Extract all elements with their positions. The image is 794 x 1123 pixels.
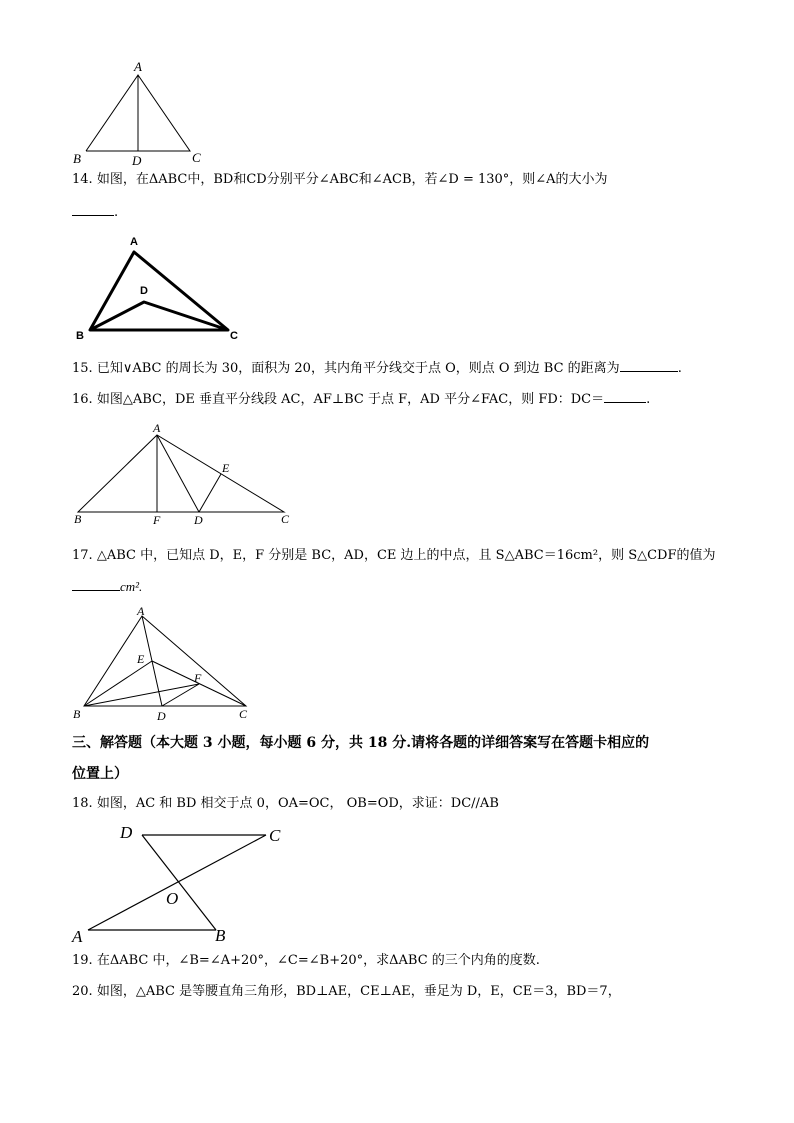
triangle-figure-q16 bbox=[70, 422, 310, 532]
figure-q18 bbox=[66, 818, 306, 948]
label-C: C bbox=[281, 512, 290, 526]
section-heading bbox=[72, 733, 649, 753]
question-text: 如图，在ΔABC中，BD和CD分别平分∠ABC和∠ACB，若∠D = 130°，则∠A的大小为 bbox=[96, 172, 608, 187]
section-heading-cont bbox=[72, 764, 128, 784]
label-F: F bbox=[153, 513, 161, 527]
question-text: △ABC 中，已知点 D，E，F 分别是 BC，AD，CE 边上的中点，且 S△ABC＝16cm²，则 S△CDF的值为 bbox=[96, 548, 716, 563]
answer-blank bbox=[72, 578, 120, 591]
triangle-figure-q14 bbox=[70, 232, 250, 342]
question-text: 在ΔABC 中，∠B=∠A+20°，∠C=∠B+20°，求ΔABC 的三个内角的度数. bbox=[96, 953, 540, 968]
label-D: D bbox=[132, 153, 142, 168]
label-B: B bbox=[73, 151, 81, 166]
question-number: 18. bbox=[72, 796, 93, 811]
section-heading-line1: 三、解答题（本大题 3 小题，每小题 6 分，共 18 分.请将各题的详细答案写在答题卡相应的 bbox=[72, 735, 650, 751]
label-D: D bbox=[194, 513, 203, 527]
answer-blank-line bbox=[72, 578, 142, 597]
question-text: 如图△ABC，DE 垂直平分线段 AC，AF⊥BC 于点 F，AD 平分∠FAC，则 FD：DC＝ bbox=[96, 392, 605, 407]
blank-period: . bbox=[677, 361, 682, 376]
question-number: 19. bbox=[72, 953, 93, 968]
question-17 bbox=[72, 547, 716, 565]
label-B: B bbox=[215, 926, 226, 945]
label-D: D bbox=[157, 709, 166, 723]
label-C: C bbox=[230, 330, 238, 342]
triangle-figure-q17 bbox=[68, 604, 268, 724]
question-number: 16. bbox=[72, 392, 93, 407]
question-number: 17. bbox=[72, 548, 93, 563]
label-E: E bbox=[222, 461, 230, 475]
answer-blank-line bbox=[72, 203, 118, 222]
question-18 bbox=[72, 795, 499, 813]
answer-blank bbox=[604, 390, 646, 403]
blank-period: . bbox=[646, 392, 651, 407]
label-A: A bbox=[72, 927, 83, 946]
question-text: 如图，AC 和 BD 相交于点 0，OA=OC， OB=OD，求证：DC//AB bbox=[96, 796, 499, 811]
question-14 bbox=[72, 171, 608, 189]
answer-blank bbox=[72, 203, 114, 216]
label-C: C bbox=[239, 707, 248, 721]
label-C: C bbox=[192, 150, 201, 165]
question-text: 已知∨ABC 的周长为 30，面积为 20，其内角平分线交于点 O，则点 O 到边 BC 的距离为 bbox=[96, 361, 620, 376]
label-D: D bbox=[140, 285, 148, 297]
label-B: B bbox=[76, 330, 84, 342]
label-A: A bbox=[134, 59, 142, 74]
label-A: A bbox=[153, 421, 161, 435]
question-text: 如图，△ABC 是等腰直角三角形，BD⊥AE，CE⊥AE，垂足为 D，E，CE＝3，BD＝7， bbox=[96, 984, 621, 999]
label-E: E bbox=[137, 652, 145, 666]
question-number: 15. bbox=[72, 361, 93, 376]
question-20 bbox=[72, 983, 621, 1001]
label-A: A bbox=[130, 236, 138, 248]
unit-text: cm². bbox=[120, 579, 143, 594]
triangle-figure-q13 bbox=[60, 55, 220, 170]
label-B: B bbox=[74, 512, 82, 526]
question-16 bbox=[72, 390, 650, 409]
label-O: O bbox=[166, 889, 179, 908]
label-D: D bbox=[120, 823, 133, 842]
blank-period: . bbox=[114, 205, 119, 220]
label-C: C bbox=[269, 826, 281, 845]
answer-blank bbox=[620, 359, 678, 372]
label-B: B bbox=[73, 707, 81, 721]
label-F: F bbox=[194, 671, 202, 685]
question-19 bbox=[72, 952, 540, 970]
question-number: 14. bbox=[72, 172, 93, 187]
section-heading-line2: 位置上） bbox=[72, 766, 128, 782]
question-number: 20. bbox=[72, 984, 93, 999]
question-15 bbox=[72, 359, 682, 378]
label-A: A bbox=[137, 604, 145, 618]
